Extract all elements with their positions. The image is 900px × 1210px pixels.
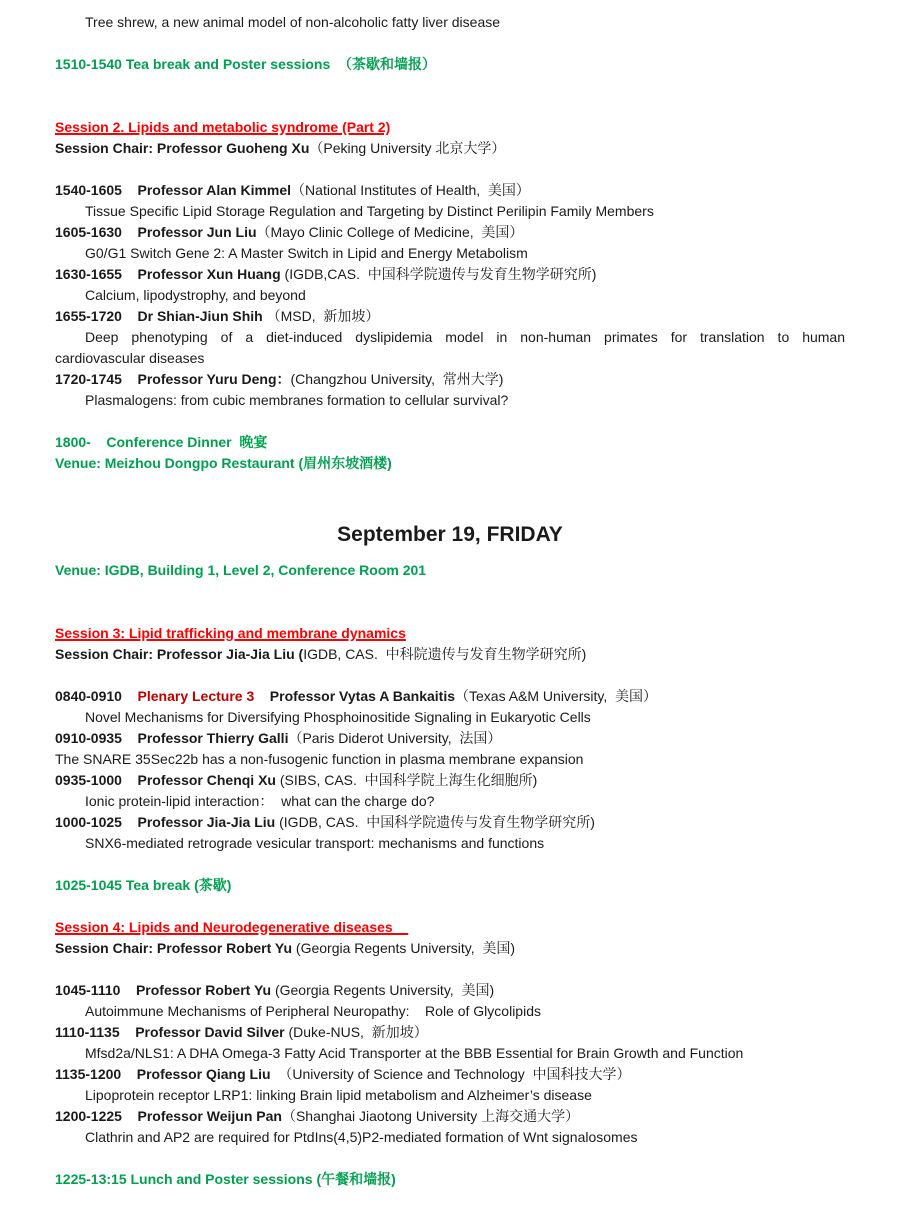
talk-title-line	[55, 1085, 845, 1106]
blank-line	[55, 474, 845, 495]
text-run: Professor Vytas A Bankaitis	[254, 688, 455, 704]
talk-time-line	[55, 369, 845, 390]
session-header	[55, 917, 845, 938]
talk-title-line	[55, 327, 845, 348]
talk-time-line	[55, 686, 845, 707]
text-run: G0/G1 Switch Gene 2: A Master Switch in Lipid and Energy Metabolism	[85, 245, 528, 261]
text-run: IGDB, CAS. 中科院遗传与发育生物学研究所)	[303, 646, 587, 662]
talk-time-line	[55, 812, 845, 833]
text-run: 1630-1655 Professor Xun Huang	[55, 266, 285, 282]
talk-title-line	[55, 1001, 845, 1022]
text-run: 0840-0910	[55, 688, 138, 704]
text-run: Deep phenotyping of a diet-induced dyslipidemia model in non-human primates for translation to human	[85, 329, 845, 345]
text-run: Plenary Lecture 3	[137, 688, 255, 704]
talk-time-line	[55, 728, 845, 749]
text-run: Autoimmune Mechanisms of Peripheral Neuropathy: Role of Glycolipids	[85, 1003, 541, 1019]
blank-line	[55, 959, 845, 980]
text-run: (Georgia Regents University, 美国)	[274, 982, 495, 998]
session-chair-line	[55, 938, 845, 959]
text-run: Session 4: Lipids and Neurodegenerative diseases	[55, 919, 409, 935]
session-header	[55, 117, 845, 138]
blank-line	[55, 96, 845, 117]
blank-line	[55, 602, 845, 623]
talk-time-line	[55, 180, 845, 201]
text-run: Venue: Meizhou Dongpo Restaurant (眉州东坡酒楼)	[55, 455, 392, 471]
blank-line	[55, 581, 845, 602]
talk-title-line	[55, 390, 845, 411]
text-run: (Georgia Regents University, 美国)	[295, 940, 516, 956]
talk-title-line	[55, 1127, 845, 1148]
text-run: Clathrin and AP2 are required for PtdIns(4,5)P2-mediated formation of Wnt signalosomes	[85, 1129, 638, 1145]
talk-time-line	[55, 264, 845, 285]
text-run: Tissue Specific Lipid Storage Regulation and Targeting by Distinct Perilipin Family Members	[85, 203, 654, 219]
text-run: （Texas A&M University, 美国）	[455, 688, 658, 704]
text-run: 1045-1110 Professor Robert Yu	[55, 982, 275, 998]
document-body	[55, 12, 845, 1190]
blank-line	[55, 411, 845, 432]
talk-time-line	[55, 1106, 845, 1127]
talk-title-line	[55, 201, 845, 222]
text-run: Tree shrew, a new animal model of non-alcoholic fatty liver disease	[85, 14, 501, 30]
text-run: （University of Science and Technology 中国科技大学）	[278, 1066, 631, 1082]
text-run: 1110-1135 Professor David Silver	[55, 1024, 289, 1040]
text-run: （Mayo Clinic College of Medicine, 美国）	[256, 224, 524, 240]
text-run: September 19, FRIDAY	[337, 523, 563, 546]
session-header	[55, 623, 845, 644]
text-run: Calcium, lipodystrophy, and beyond	[85, 287, 306, 303]
text-run: （Paris Diderot University, 法国）	[288, 730, 502, 746]
break-line	[55, 875, 845, 896]
talk-time-line	[55, 770, 845, 791]
talk-time-line	[55, 1022, 845, 1043]
blank-line	[55, 1148, 845, 1169]
session-chair-line	[55, 138, 845, 159]
text-run: (IGDB, CAS. 中国科学院遗传与发育生物学研究所)	[279, 814, 595, 830]
talk-time-line	[55, 980, 845, 1001]
text-run: 1800- Conference Dinner 晚宴	[55, 434, 268, 450]
talk-title-line	[55, 285, 845, 306]
text-run: 1025-1045 Tea break (茶歇)	[55, 877, 232, 893]
text-run: The SNARE 35Sec22b has a non-fusogenic function in plasma membrane expansion	[55, 751, 584, 767]
text-run: Lipoprotein receptor LRP1: linking Brain lipid metabolism and Alzheimer’s disease	[85, 1087, 592, 1103]
text-run: Session 2. Lipids and metabolic syndrome (Part 2)	[55, 119, 391, 135]
text-run: （MSD, 新加坡）	[266, 308, 380, 324]
blank-line	[55, 665, 845, 686]
venue-line	[55, 560, 845, 581]
talk-title-line	[55, 749, 845, 770]
blank-line	[55, 75, 845, 96]
break-line	[55, 54, 845, 75]
blank-line	[55, 495, 845, 516]
talk-title-line	[55, 707, 845, 728]
text-run: SNX6-mediated retrograde vesicular transport: mechanisms and functions	[85, 835, 545, 851]
blank-line	[55, 159, 845, 180]
text-run: （Peking University 北京大学）	[309, 140, 506, 156]
blank-line	[55, 854, 845, 875]
talk-title-line	[55, 348, 845, 369]
text-run: 1135-1200 Professor Qiang Liu	[55, 1066, 279, 1082]
text-run: Venue: IGDB, Building 1, Level 2, Conference Room 201	[55, 562, 427, 578]
text-run: 1200-1225 Professor Weijun Pan	[55, 1108, 282, 1124]
text-run: Session 3: Lipid trafficking and membrane dynamics	[55, 625, 406, 641]
text-run: （National Institutes of Health, 美国）	[291, 182, 530, 198]
text-run: (IGDB,CAS. 中国科学院遗传与发育生物学研究所)	[284, 266, 597, 282]
text-run: Novel Mechanisms for Diversifying Phosphoinositide Signaling in Eukaryotic Cells	[85, 709, 591, 725]
blank-line	[55, 896, 845, 917]
text-run: cardiovascular diseases	[55, 350, 205, 366]
text-run: Session Chair: Professor Jia-Jia Liu (	[55, 646, 304, 662]
talk-title-line	[55, 243, 845, 264]
text-run: 1605-1630 Professor Jun Liu	[55, 224, 257, 240]
text-run: (SIBS, CAS. 中国科学院上海生化细胞所)	[279, 772, 538, 788]
text-run: 0935-1000 Professor Chenqi Xu	[55, 772, 280, 788]
blank-line	[55, 33, 845, 54]
text-run: Session Chair: Professor Guoheng Xu	[55, 140, 310, 156]
talk-title-line	[55, 791, 845, 812]
text-run: 0910-0935 Professor Thierry Galli	[55, 730, 289, 746]
day-header	[55, 520, 845, 550]
text-run: Session Chair: Professor Robert Yu	[55, 940, 296, 956]
text-run: Ionic protein-lipid interaction： what can the charge do?	[85, 793, 435, 809]
talk-time-line	[55, 1064, 845, 1085]
text-run: 1540-1605 Professor Alan Kimmel	[55, 182, 292, 198]
text-run: 1000-1025 Professor Jia-Jia Liu	[55, 814, 280, 830]
text-run: 1720-1745 Professor Yuru Deng：	[55, 371, 291, 387]
talk-title-line	[55, 12, 845, 33]
venue-line	[55, 453, 845, 474]
text-run: 1225-13:15 Lunch and Poster sessions (午餐和墙报)	[55, 1171, 396, 1187]
text-run: (Duke-NUS, 新加坡）	[288, 1024, 428, 1040]
text-run: 1655-1720 Dr Shian-Jiun Shih	[55, 308, 267, 324]
text-run: （Shanghai Jiaotong University 上海交通大学）	[281, 1108, 580, 1124]
text-run: 1510-1540 Tea break and Poster sessions （茶歇和墙报）	[55, 56, 437, 72]
text-run: Plasmalogens: from cubic membranes formation to cellular survival?	[85, 392, 509, 408]
talk-title-line	[55, 1043, 845, 1064]
talk-title-line	[55, 833, 845, 854]
break-line	[55, 432, 845, 453]
talk-time-line	[55, 222, 845, 243]
text-run: Mfsd2a/NLS1: A DHA Omega-3 Fatty Acid Transporter at the BBB Essential for Brain Growth and Function	[85, 1045, 744, 1061]
text-run: (Changzhou University, 常州大学)	[290, 371, 504, 387]
session-chair-line	[55, 644, 845, 665]
talk-time-line	[55, 306, 845, 327]
